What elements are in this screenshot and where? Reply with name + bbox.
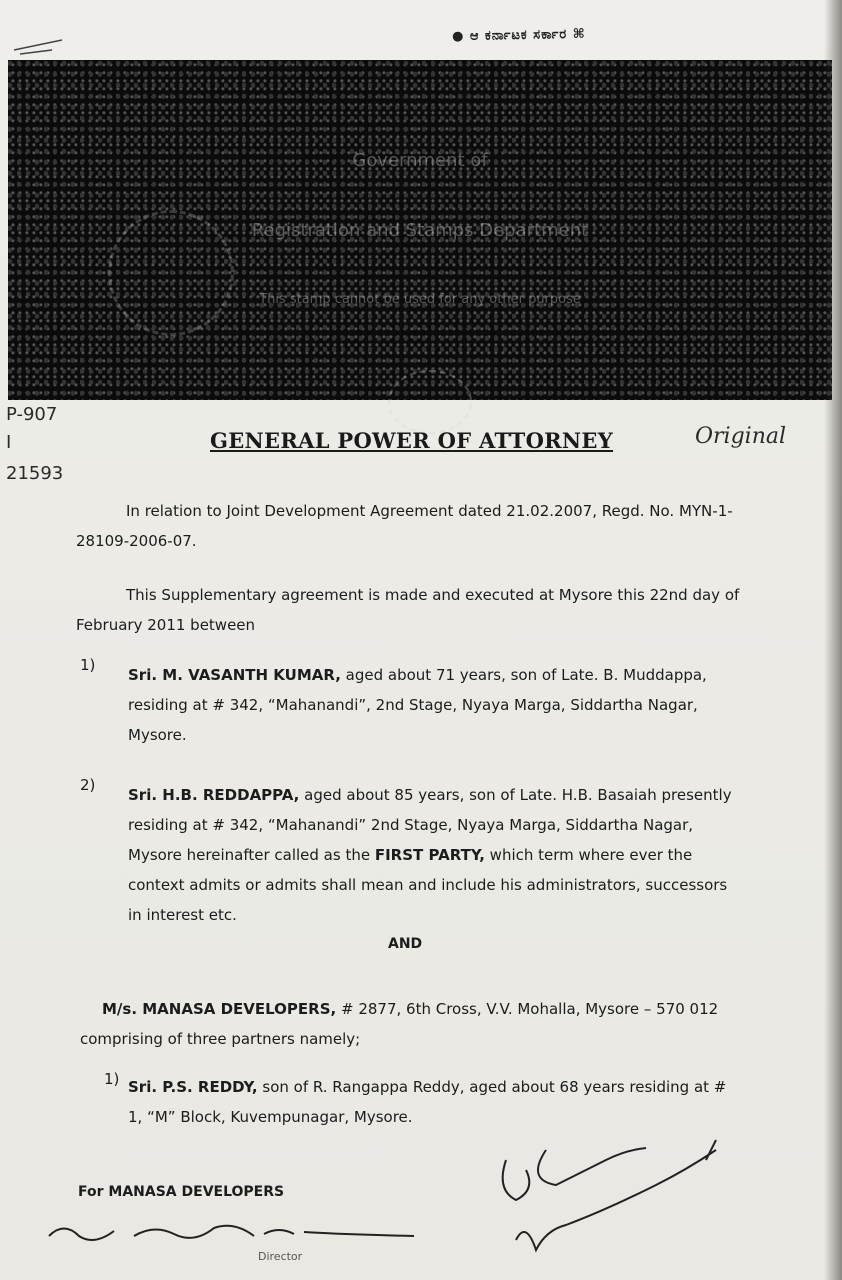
partner-signatures xyxy=(486,1130,746,1270)
developers-details: # 2877, 6th Cross, V.V. Mohalla, Mysore – 570 012 comprising of three partners namely; xyxy=(80,1000,719,1048)
intro-paragraph xyxy=(76,496,736,556)
partner1-details: son of R. Rangappa Reddy, aged about 68 years residing at # 1, “M” Block, Kuvempunagar, Mysore. xyxy=(128,1078,727,1126)
partner1-name: Sri. P.S. REDDY, xyxy=(128,1078,258,1096)
party2-details-a: aged about 85 years, son of Late. H.B. Basaiah presently residing at # 342, “Mahanandi” 2nd Stage, Nyaya Marga, Siddartha Nagar, Mysore hereinafter called as the xyxy=(128,786,732,864)
partner1-number: 1) xyxy=(104,1070,120,1088)
and-label: AND xyxy=(388,936,423,952)
footer-sub-label: Director xyxy=(258,1250,303,1263)
party1-name: Sri. M. VASANTH KUMAR, xyxy=(128,666,341,684)
stamp-line-3: This stamp cannot be used for any other purpose xyxy=(259,292,581,307)
party1-paragraph xyxy=(128,660,740,750)
developers-name: M/s. MANASA DEVELOPERS, xyxy=(102,1000,337,1018)
party2-number: 2) xyxy=(80,776,96,794)
party2-name: Sri. H.B. REDDAPPA, xyxy=(128,786,300,804)
handwritten-scribble-top-left xyxy=(12,30,72,64)
stamp-line-1: Government of xyxy=(352,150,488,171)
margin-note-3: 21593 xyxy=(6,463,64,485)
partner1-paragraph xyxy=(128,1072,740,1132)
developers-paragraph xyxy=(80,994,740,1054)
intro-text: In relation to Joint Development Agreement dated 21.02.2007, Regd. No. MYN-1-28109-2006-07. xyxy=(76,502,733,550)
party2-paragraph xyxy=(128,780,740,930)
page-edge-shadow xyxy=(824,0,842,1280)
supplementary-text: This Supplementary agreement is made and executed at Mysore this 22nd day of February 2011 between xyxy=(76,586,740,634)
footer-label: For MANASA DEVELOPERS xyxy=(78,1184,285,1200)
margin-note-1: P-907 xyxy=(6,404,58,425)
stamp-paper-header xyxy=(8,60,832,400)
party1-details: aged about 71 years, son of Late. B. Muddappa, residing at # 342, “Mahanandi”, 2nd Stage, Nyaya Marga, Siddartha Nagar, Mysore. xyxy=(128,666,707,744)
margin-note-2: I xyxy=(6,431,12,453)
first-party-label: FIRST PARTY, xyxy=(374,846,485,864)
document-title: GENERAL POWER OF ATTORNEY xyxy=(210,428,614,453)
title-handwritten-mark: Original xyxy=(695,424,787,449)
party2-details-b: which term where ever the context admits or admits shall mean and include his administrators, successors in interest etc. xyxy=(128,846,728,924)
margin-notes xyxy=(6,404,63,485)
stamp-line-2: Registration and Stamps Department xyxy=(251,220,589,241)
round-seal xyxy=(388,370,472,434)
supplementary-paragraph xyxy=(76,580,742,640)
director-signature xyxy=(44,1206,424,1256)
top-handwritten-note: ● ಆ ಕರ್ನಾಟಕ ಸರ್ಕಾರ ⌘ xyxy=(451,26,586,45)
party1-number: 1) xyxy=(80,656,96,674)
